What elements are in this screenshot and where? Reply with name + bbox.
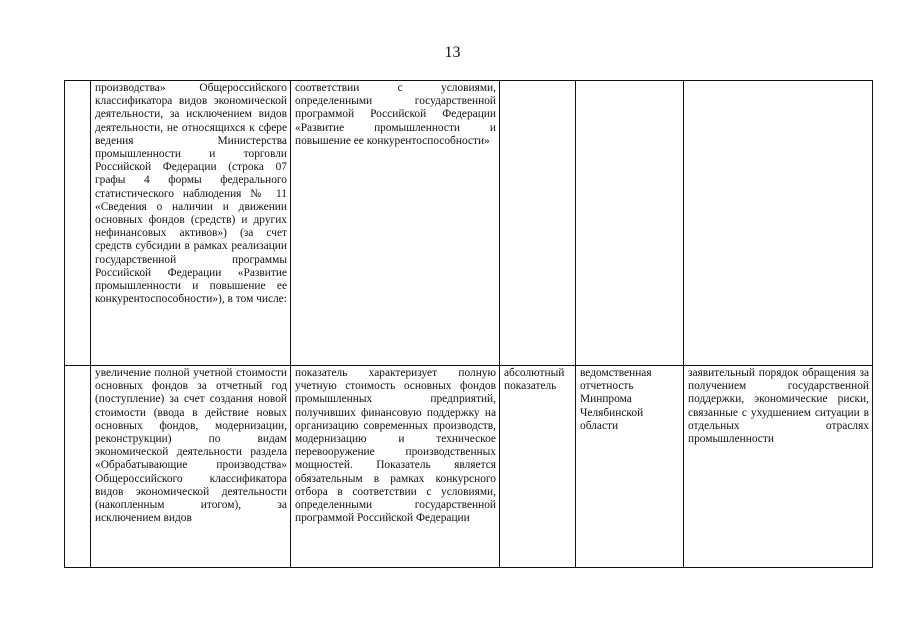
data-source-cell xyxy=(576,81,684,366)
page-number: 13 xyxy=(444,44,461,61)
row-number-cell xyxy=(65,81,91,366)
risk-factors-cell xyxy=(684,81,873,366)
indicator-type-cell xyxy=(500,81,576,366)
indicator-type-cell: абсолютный показатель xyxy=(500,366,576,568)
table-row xyxy=(65,366,873,568)
indicator-table xyxy=(64,80,873,568)
risk-factors-cell: заявительный порядок обращения за получением государственной поддержки, экономические риски, связанные с ухудшением ситуации в отдельных отраслях промышленности xyxy=(684,366,873,568)
indicator-description-cell: соответствии с условиями, определенными государственной программой Российской Федерации «Развитие промышленности и повышение ее конкурентоспособности» xyxy=(291,81,500,366)
data-source-cell: ведомственная отчетность Минпрома Челябинской области xyxy=(576,366,684,568)
row-number-cell xyxy=(65,366,91,568)
indicator-name-cell: производства» Общероссийского классификатора видов экономической деятельности, за исключением видов деятельности, не относящихся к сфере ведения Министерства промышленности и торговли Российской Федерации (строка 07 графы 4 формы федерального статистического наблюдения № 11 «Сведения о наличии и движении основных фондов (средств) и других нефинансовых активов») (за счет средств субсидии в рамках реализации государственной программы Российской Федерации «Развитие промышленности и повышение ее конкурентоспособности»), в том числе: xyxy=(91,81,291,366)
table-row xyxy=(65,81,873,366)
indicator-name-cell: увеличение полной учетной стоимости основных фондов за отчетный год (поступление) за счет создания новой стоимости (ввода в действие новых основных фондов, модернизации, реконструкции) по видам экономической деятельности раздела «Обрабатывающие производства» Общероссийского классификатора видов экономической деятельности (накопленным итогом), за исключением видов xyxy=(91,366,291,568)
indicator-description-cell: показатель характеризует полную учетную стоимость основных фондов промышленных предприятий, получивших финансовую поддержку на организацию современных производств, модернизацию и техническое перевооружение производственных мощностей. Показатель является обязательным в рамках конкурсного отбора в соответствии с условиями, определенными государственной программой Российской Федерации xyxy=(291,366,500,568)
